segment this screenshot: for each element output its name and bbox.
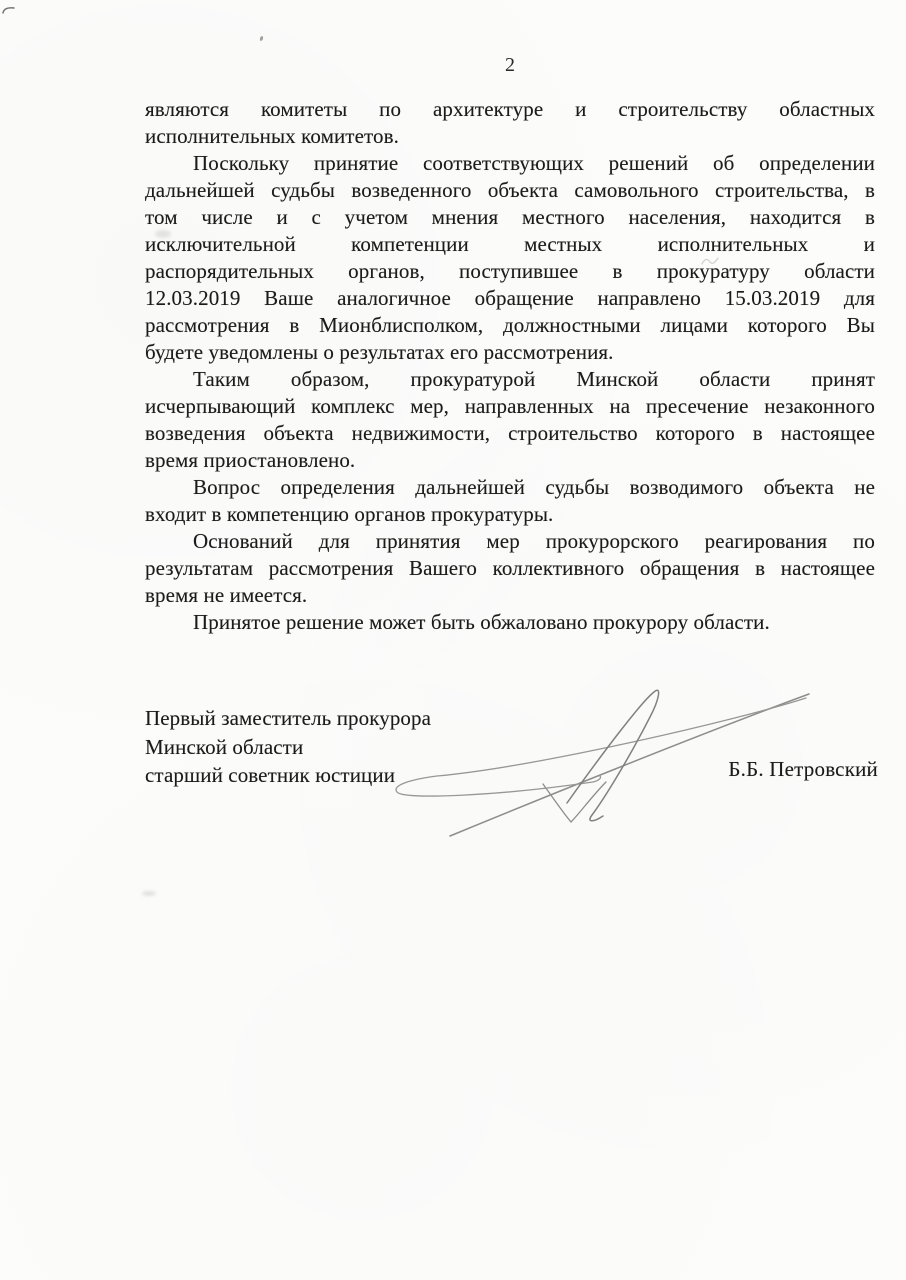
handwritten-signature (375, 672, 820, 850)
signature-title-line: Первый заместитель прокурора (145, 706, 432, 730)
scan-artifact (259, 36, 263, 42)
scan-artifact (155, 230, 171, 238)
signature-title-line: Минской области (145, 734, 304, 759)
page-number: 2 (505, 54, 515, 76)
text-line: Таким образом, прокуратурой Минской области принят (193, 367, 875, 391)
text-line: распорядительных органов, поступившее в прокуратуру области (145, 259, 875, 283)
text-line: входит в компетенцию органов прокуратуры. (145, 502, 554, 526)
text-line: являются комитеты по архитектуре и строительству областных (145, 97, 875, 121)
text-line: Оснований для принятия мер прокурорского реагирования по (193, 529, 875, 553)
text-line: исключительной компетенции местных исполнительных и (145, 232, 875, 256)
text-line: время не имеется. (145, 583, 308, 607)
text-line: 12.03.2019 Ваше аналогичное обращение направлено 15.03.2019 для (145, 286, 875, 310)
signature-stroke (450, 694, 809, 836)
text-line: исполнительных комитетов. (145, 124, 399, 148)
text-line: рассмотрения в Мионблисполком, должностными лицами которого Вы (145, 313, 875, 337)
scan-artifact (2, 4, 18, 16)
text-line: дальнейшей судьбы возведенного объекта самовольного строительства, в (145, 178, 875, 202)
signature-stroke (396, 698, 806, 796)
signature-stroke (567, 690, 659, 821)
text-line: исчерпывающий комплекс мер, направленных на пресечение незаконного (145, 394, 875, 418)
text-line: будете уведомлены о результатах его рассмотрения. (145, 340, 614, 364)
scan-artifact (700, 254, 726, 268)
signatory-name: Б.Б. Петровский (728, 757, 878, 781)
text-line: время приостановлено. (145, 448, 356, 472)
text-line: Принятое решение может быть обжаловано прокурору области. (193, 610, 770, 634)
body-text (145, 96, 875, 636)
text-line: результатам рассмотрения Вашего коллективного обращения в настоящее (145, 556, 875, 580)
text-line: том числе и с учетом мнения местного населения, находится в (145, 205, 875, 229)
text-line: Вопрос определения дальнейшей судьбы возводимого объекта не (193, 475, 875, 499)
scan-artifact (142, 891, 156, 896)
text-line: возведения объекта недвижимости, строительство которого в настоящее (145, 421, 875, 445)
text-line: Поскольку принятие соответствующих решений об определении (193, 151, 875, 175)
signature-title-line: старший советник юстиции (145, 763, 396, 787)
